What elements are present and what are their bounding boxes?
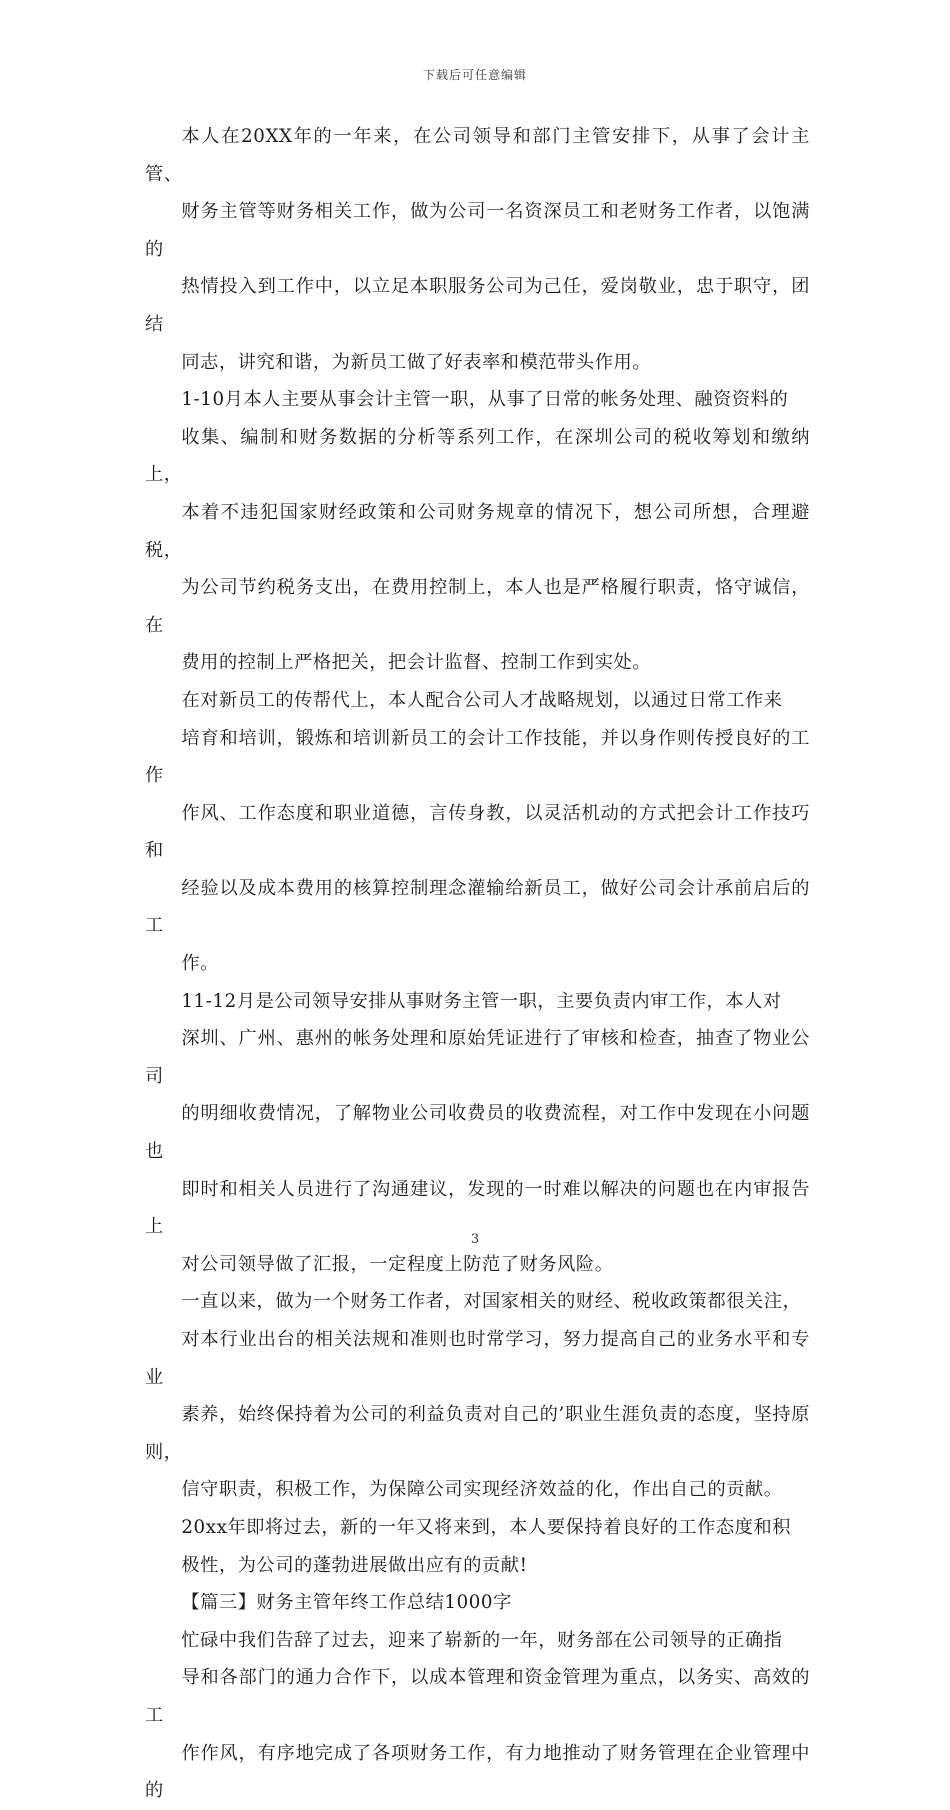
text-line: 对公司领导做了汇报，一定程度上防范了财务风险。 — [181, 1253, 614, 1275]
paragraph-7 — [145, 1622, 810, 1810]
text-line: 忙碌中我们告辞了过去，迎来了崭新的一年，财务部在公司领导的正确指 — [181, 1629, 783, 1651]
paragraph-5 — [145, 1283, 810, 1509]
section-heading — [145, 1584, 810, 1622]
text-line: 导和各部门的通力合作下，以成本管理和资金管理为重点，以务实、高效的工 — [145, 1667, 810, 1726]
page-number: 3 — [470, 1232, 480, 1247]
text-line: 11-12月是公司领导安排从事财务主管一职，主要负责内审工作，本人对 — [181, 990, 782, 1012]
text-line: 对本行业出台的相关法规和准则也时常学习，努力提高自己的业务水平和专业 — [145, 1329, 810, 1388]
text-line: 热情投入到工作中，以立足本职服务公司为己任，爱岗敬业，忠于职守，团结 — [145, 276, 810, 335]
paragraph-6 — [145, 1509, 810, 1584]
paragraph-3 — [145, 682, 810, 983]
text-line: 经验以及成本费用的核算控制理念灌输给新员工，做好公司会计承前启后的工 — [145, 877, 810, 937]
text-line: 素养，始终保持着为公司的利益负责对自己的’职业生涯负责的态度，坚持原则， — [145, 1404, 810, 1463]
text-line: 在对新员工的传帮代上，本人配合公司人才战略规划，以通过日常工作来 — [181, 689, 783, 711]
text-line: 深圳、广州、惠州的帐务处理和原始凭证进行了审核和检查，抽查了物业公司 — [145, 1028, 810, 1087]
text-line: 1-10月本人主要从事会计主管一职，从事了日常的帐务处理、融资资料的 — [181, 389, 789, 411]
text-line: 20xx年即将过去，新的一年又将来到，本人要保持着良好的工作态度和积 — [181, 1516, 792, 1538]
text-line: 本着不违犯国家财经政策和公司财务规章的情况下，想公司所想，合理避税， — [145, 501, 810, 561]
text-line: 作风、工作态度和职业道德，言传身教，以灵活机动的方式把会计工作技巧和 — [145, 802, 810, 862]
text-line: 本人在20XX年的一年来，在公司领导和部门主管安排下，从事了会计主管、 — [145, 126, 810, 185]
text-line: 即时和相关人员进行了沟通建议，发现的一时难以解决的问题也在内审报告上 — [145, 1178, 810, 1238]
text-line: 的明细收费情况，了解物业公司收费员的收费流程，对工作中发现在小问题也 — [145, 1103, 810, 1163]
document-body — [145, 118, 810, 1810]
text-line: 一直以来，做为一个财务工作者，对国家相关的财经、税收政策都很关注， — [181, 1291, 802, 1313]
text-line: 财务主管等财务相关工作，做为公司一名资深员工和老财务工作者，以饱满的 — [145, 201, 810, 260]
section-heading-text: 【篇三】财务主管年终工作总结1000字 — [181, 1592, 512, 1614]
text-line: 费用的控制上严格把关，把会计监督、控制工作到实处。 — [181, 652, 652, 674]
text-line: 为公司节约税务支出，在费用控制上，本人也是严格履行职责，恪守诚信，在 — [145, 577, 810, 636]
text-line: 收集、编制和财务数据的分析等系列工作，在深圳公司的税收筹划和缴纳上， — [145, 426, 810, 486]
text-line: 信守职责，积极工作，为保障公司实现经济效益的化，作出自己的贡献。 — [181, 1479, 783, 1501]
page-header: 下载后可任意编辑 — [422, 68, 527, 82]
text-line: 培育和培训，锻炼和培训新员工的会计工作技能，并以身作则传授良好的工作 — [145, 727, 810, 787]
paragraph-1 — [145, 118, 810, 381]
text-line: 作。 — [181, 953, 219, 975]
text-line: 同志，讲究和谐，为新员工做了好表率和模范带头作用。 — [181, 351, 652, 373]
paragraph-2 — [145, 381, 810, 682]
text-line: 作作风，有序地完成了各项财务工作，有力地推动了财务管理在企业管理中的 — [145, 1742, 810, 1802]
text-line: 极性，为公司的蓬勃进展做出应有的贡献! — [181, 1554, 528, 1576]
